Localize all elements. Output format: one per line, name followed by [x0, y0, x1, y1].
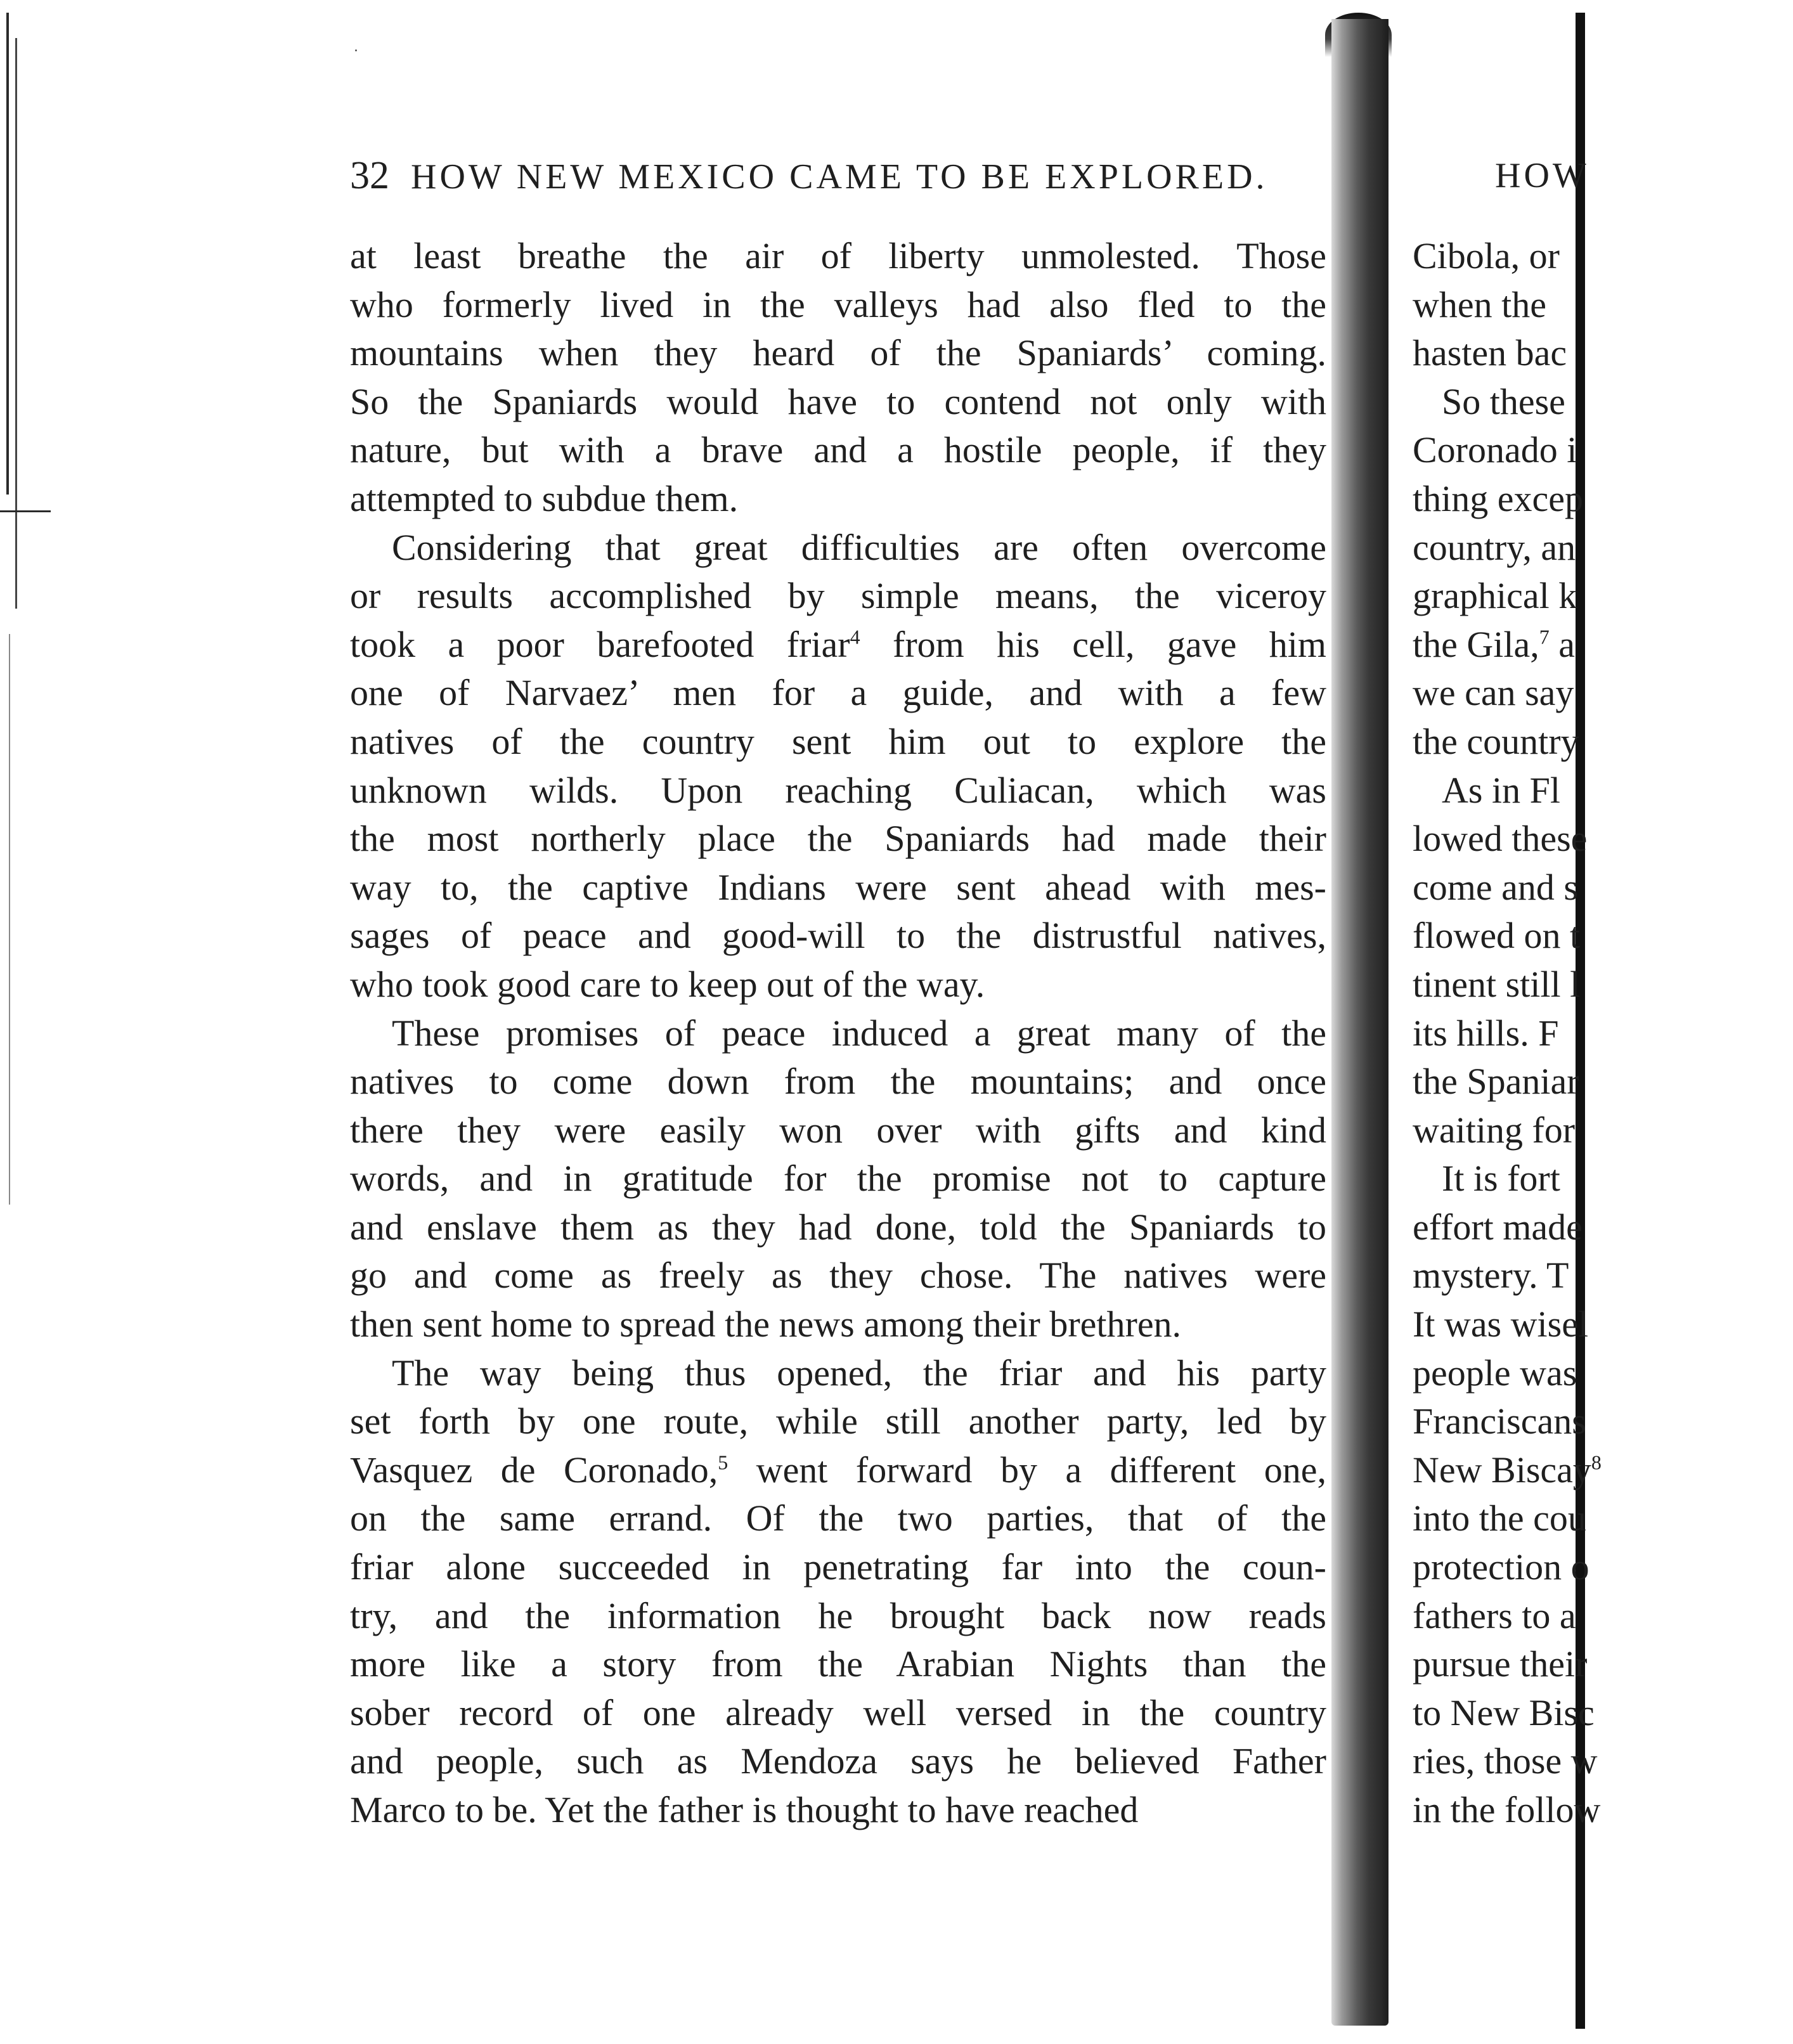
text-line: one of Narvaez’ men for a guide, and with a few	[350, 672, 1326, 714]
text-segment: took a poor barefooted friar	[350, 623, 850, 665]
text-line: on the same errand. Of the two parties, that of the	[350, 1497, 1326, 1539]
running-title: HOW NEW MEXICO CAME TO BE EXPLORED.	[411, 157, 1268, 197]
text-line: at least breathe the air of liberty unmolested. Those	[350, 235, 1326, 276]
right-running-head: HOW	[1495, 156, 1589, 195]
footnote-marker: 7	[1539, 625, 1550, 649]
footnote-marker: 8	[1591, 1451, 1602, 1474]
text-line: flowed on t	[1413, 915, 1581, 957]
text-line: Coronado i	[1413, 429, 1577, 471]
text-line: natives to come down from the mountains; and once	[350, 1061, 1326, 1103]
text-line: the most northerly place the Spaniards had made their	[350, 818, 1326, 860]
text-line: sober record of one already well versed in the country	[350, 1691, 1326, 1733]
text-line: country, an	[1413, 526, 1576, 568]
text-line: sages of peace and good-will to the distrustful natives,	[350, 915, 1326, 957]
page-number: 32	[350, 154, 389, 197]
text-line: ries, those w	[1413, 1740, 1598, 1782]
text-line: its hills. F	[1413, 1012, 1559, 1054]
text-line: So the Spaniards would have to contend not only with	[350, 380, 1326, 422]
text-line: and enslave them as they had done, told the Spaniards to	[350, 1206, 1326, 1248]
text-line: It is fort	[1442, 1158, 1560, 1200]
text-line: mountains when they heard of the Spaniards’ coming.	[350, 332, 1326, 374]
text-line	[350, 621, 1326, 669]
text-line: hasten bac	[1413, 332, 1567, 374]
text-line: way to, the captive Indians were sent ahead with mes-	[350, 866, 1326, 908]
text-line: in the follow	[1413, 1789, 1601, 1830]
text-segment: a	[1549, 623, 1575, 665]
text-line: protection o	[1413, 1546, 1589, 1588]
text-segment: the Gila,	[1413, 623, 1539, 665]
text-line	[1413, 1446, 1793, 1495]
text-line: who took good care to keep out of the way.	[350, 963, 985, 1005]
text-line	[1413, 621, 1793, 669]
text-line: As in Fl	[1442, 769, 1560, 811]
text-line: mystery. T	[1413, 1255, 1569, 1297]
text-line: then sent home to spread the news among their brethren.	[350, 1303, 1182, 1345]
text-line: people was	[1413, 1352, 1577, 1394]
text-segment: New Biscay	[1413, 1449, 1591, 1491]
right-page-fragment	[1388, 0, 1602, 2044]
text-line: tinent still l	[1413, 963, 1581, 1005]
text-line: Cibola, or	[1413, 235, 1560, 276]
text-line: we can say	[1413, 672, 1574, 714]
text-line: words, and in gratitude for the promise not to capture	[350, 1158, 1326, 1200]
running-head	[350, 147, 1326, 204]
text-line: unknown wilds. Upon reaching Culiacan, which was	[350, 769, 1326, 811]
text-line: attempted to subdue them.	[350, 477, 739, 519]
text-line: and people, such as Mendoza says he believed Father	[350, 1740, 1326, 1782]
text-line: come and s	[1413, 866, 1578, 908]
text-segment: went forward by a different one,	[728, 1449, 1326, 1491]
text-line: nature, but with a brave and a hostile people, if they	[350, 429, 1326, 471]
text-line: The way being thus opened, the friar and his party	[392, 1352, 1326, 1394]
text-segment: Vasquez de Coronado,	[350, 1449, 718, 1491]
text-line: thing excep	[1413, 477, 1583, 519]
text-line: set forth by one route, while still another party, led by	[350, 1400, 1326, 1442]
text-line: who formerly lived in the valleys had also fled to the	[350, 283, 1326, 325]
text-line: go and come as freely as they chose. The natives were	[350, 1255, 1326, 1297]
text-line: So these	[1442, 380, 1565, 422]
text-line: try, and the information he brought back now reads	[350, 1594, 1326, 1636]
text-segment: from his cell, gave him	[860, 623, 1327, 665]
text-line: lowed these	[1413, 818, 1588, 860]
footnote-marker: 5	[718, 1451, 728, 1474]
text-line: These promises of peace induced a great many of the	[392, 1012, 1326, 1054]
book-gutter-shadow	[1331, 19, 1388, 2026]
text-line: natives of the country sent him out to explore the	[350, 720, 1326, 762]
text-line: It was wisel	[1413, 1303, 1589, 1345]
text-line: when the	[1413, 283, 1546, 325]
text-line: pursue their	[1413, 1643, 1588, 1685]
text-line: to New Bisc	[1413, 1691, 1595, 1733]
footnote-marker: 4	[850, 625, 860, 649]
text-line: waiting for	[1413, 1109, 1576, 1151]
text-line: Marco to be. Yet the father is thought to have reached	[350, 1789, 1139, 1830]
text-line: Considering that great difficulties are often overcome	[392, 526, 1326, 568]
text-line: the country	[1413, 720, 1579, 762]
body-text	[350, 232, 1326, 1835]
text-line	[350, 1446, 1326, 1495]
text-line: into the cou	[1413, 1497, 1586, 1539]
right-body-text	[1413, 232, 1793, 1835]
text-line: fathers to a	[1413, 1594, 1576, 1636]
text-line: or results accomplished by simple means, the viceroy	[350, 575, 1326, 617]
text-line: more like a story from the Arabian Nights than the	[350, 1643, 1326, 1685]
text-line: the Spaniar	[1413, 1061, 1579, 1103]
text-line: friar alone succeeded in penetrating far into the coun-	[350, 1546, 1326, 1588]
text-line: Franciscans	[1413, 1400, 1586, 1442]
text-line: there they were easily won over with gifts and kind	[350, 1109, 1326, 1151]
text-line: effort made	[1413, 1206, 1583, 1248]
text-line: graphical k	[1413, 575, 1577, 617]
